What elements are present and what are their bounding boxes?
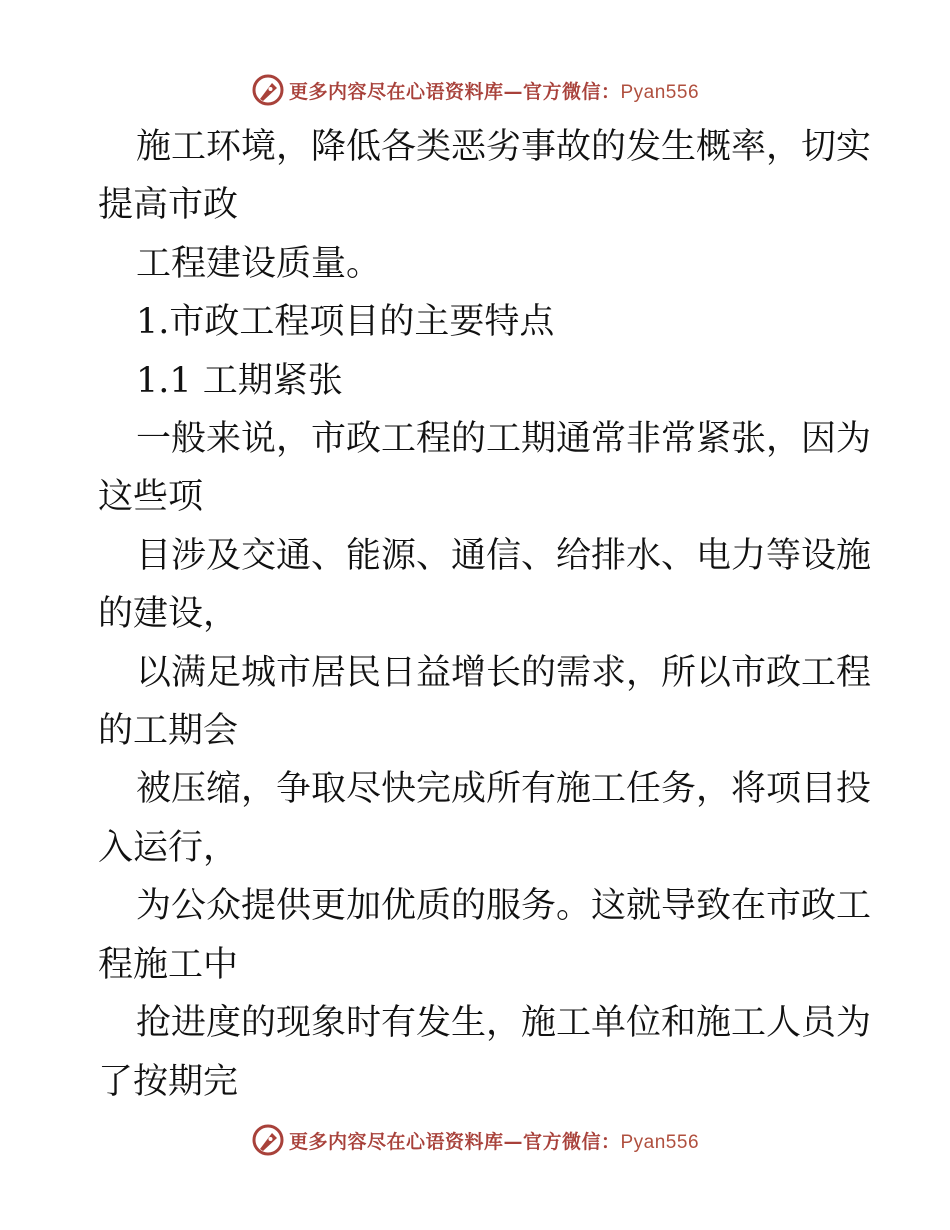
pen-nib-logo-icon [251, 1123, 285, 1157]
text-line: 1.市政工程项目的主要特点 [136, 302, 555, 343]
text-line: 程施工中 [98, 944, 239, 985]
text-line: 1.1 工期紧张 [136, 360, 343, 401]
text-line: 被压缩，争取尽快完成所有施工任务，将项目投 [136, 769, 872, 810]
text-line: 施工环境，降低各类恶劣事故的发生概率，切实 [136, 127, 872, 167]
text-line: 为公众提供更加优质的服务。这就导致在市政工 [136, 886, 872, 927]
text-line: 一般来说，市政工程的工期通常非常紧张，因为 [136, 419, 872, 460]
text-line: 的建设， [98, 594, 239, 635]
pen-nib-logo-icon [251, 73, 285, 107]
text-line: 以满足城市居民日益增长的需求，所以市政工程 [136, 652, 872, 693]
text-line: 了按期完 [98, 1061, 239, 1102]
footer-banner-label: 更多内容尽在心语资料库—官方微信： [288, 1130, 621, 1153]
text-line: 抢进度的现象时有发生，施工单位和施工人员为 [136, 1003, 872, 1044]
header-wechat-id: Pyan556 [620, 81, 700, 103]
header-banner-label: 更多内容尽在心语资料库—官方微信： [288, 80, 621, 103]
text-line: 目涉及交通、能源、通信、给排水、电力等设施 [136, 535, 872, 576]
footer-banner [0, 1120, 950, 1160]
text-line: 工程建设质量。 [136, 243, 382, 284]
header-banner-text [289, 77, 699, 104]
text-line: 这些项 [98, 477, 204, 518]
footer-wechat-id: Pyan556 [620, 1131, 700, 1153]
footer-banner-text [289, 1127, 699, 1154]
document-body [98, 118, 872, 1111]
text-line: 的工期会 [98, 711, 239, 752]
header-banner [0, 70, 950, 110]
text-line: 提高市政 [98, 185, 239, 226]
text-line: 入运行， [98, 827, 239, 868]
